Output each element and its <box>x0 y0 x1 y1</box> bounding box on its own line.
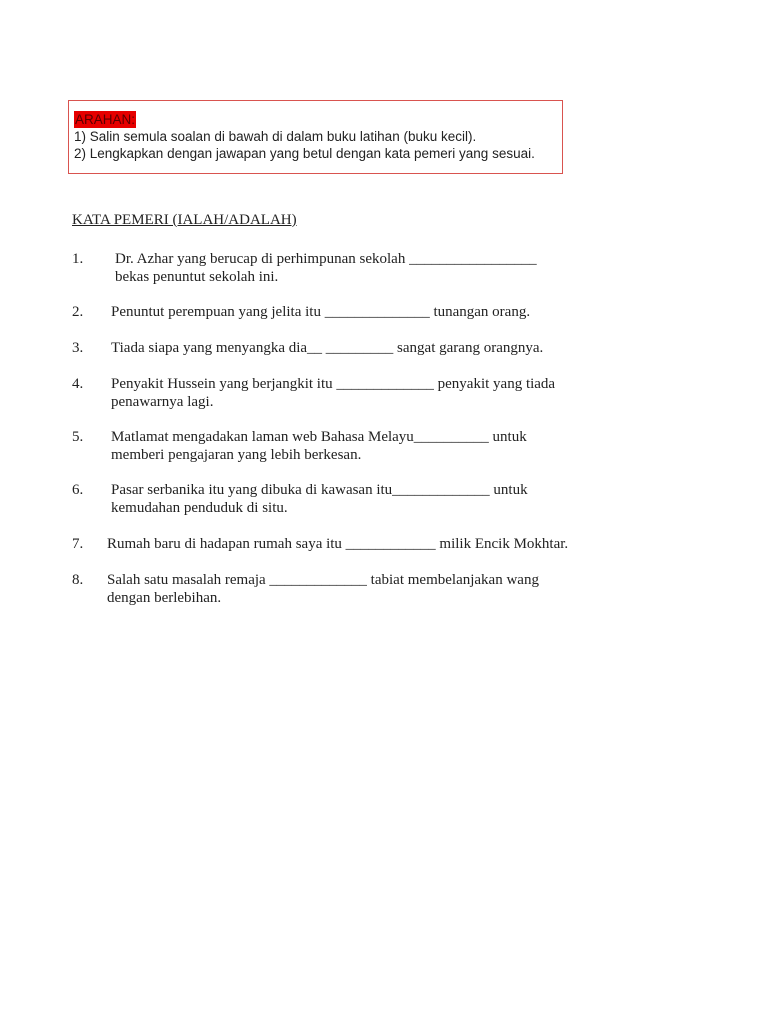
question-number: 6. <box>72 482 84 498</box>
question-number: 1. <box>72 251 84 267</box>
question-text: Matlamat mengadakan laman web Bahasa Melayu__________ untuk <box>111 429 527 445</box>
question-text: Dr. Azhar yang berucap di perhimpunan sekolah _________________ <box>115 251 537 267</box>
question-number: 8. <box>72 572 84 588</box>
question-text: Rumah baru di hadapan rumah saya itu ____________ milik Encik Mokhtar. <box>107 536 569 552</box>
question-number: 5. <box>72 429 84 445</box>
instruction-label-line <box>74 111 562 128</box>
instruction-line-2: 2) Lengkapkan dengan jawapan yang betul dengan kata pemeri yang sesuai. <box>74 146 535 161</box>
question-text-continued: penawarnya lagi. <box>111 394 214 410</box>
question-number: 4. <box>72 376 84 392</box>
instruction-label: ARAHAN: <box>75 112 136 127</box>
question-text-continued: memberi pengajaran yang lebih berkesan. <box>111 447 362 463</box>
question-7 <box>72 535 568 553</box>
instruction-line-1: 1) Salin semula soalan di bawah di dalam buku latihan (buku kecil). <box>74 129 477 144</box>
question-text-continued: kemudahan penduduk di situ. <box>111 500 288 516</box>
question-text-continued: dengan berlebihan. <box>107 590 222 606</box>
question-text: Penyakit Hussein yang berjangkit itu _____________ penyakit yang tiada <box>111 376 556 392</box>
question-text-continued: bekas penuntut sekolah ini. <box>115 269 279 285</box>
question-2 <box>72 303 530 321</box>
question-8 <box>72 571 539 607</box>
question-6 <box>72 481 528 517</box>
question-number: 7. <box>72 536 84 552</box>
question-4 <box>72 375 555 411</box>
question-number: 2. <box>72 304 84 320</box>
question-5 <box>72 428 527 464</box>
question-text: Pasar serbanika itu yang dibuka di kawasan itu_____________ untuk <box>111 482 528 498</box>
section-heading: KATA PEMERI (IALAH/ADALAH) <box>72 212 297 228</box>
question-number: 3. <box>72 340 84 356</box>
question-1 <box>72 250 537 286</box>
question-text: Penuntut perempuan yang jelita itu ______________ tunangan orang. <box>111 304 531 320</box>
instruction-box <box>68 100 563 174</box>
question-3 <box>72 339 543 357</box>
question-text: Tiada siapa yang menyangka dia__ _________ sangat garang orangnya. <box>111 340 544 356</box>
question-text: Salah satu masalah remaja _____________ tabiat membelanjakan wang <box>107 572 539 588</box>
